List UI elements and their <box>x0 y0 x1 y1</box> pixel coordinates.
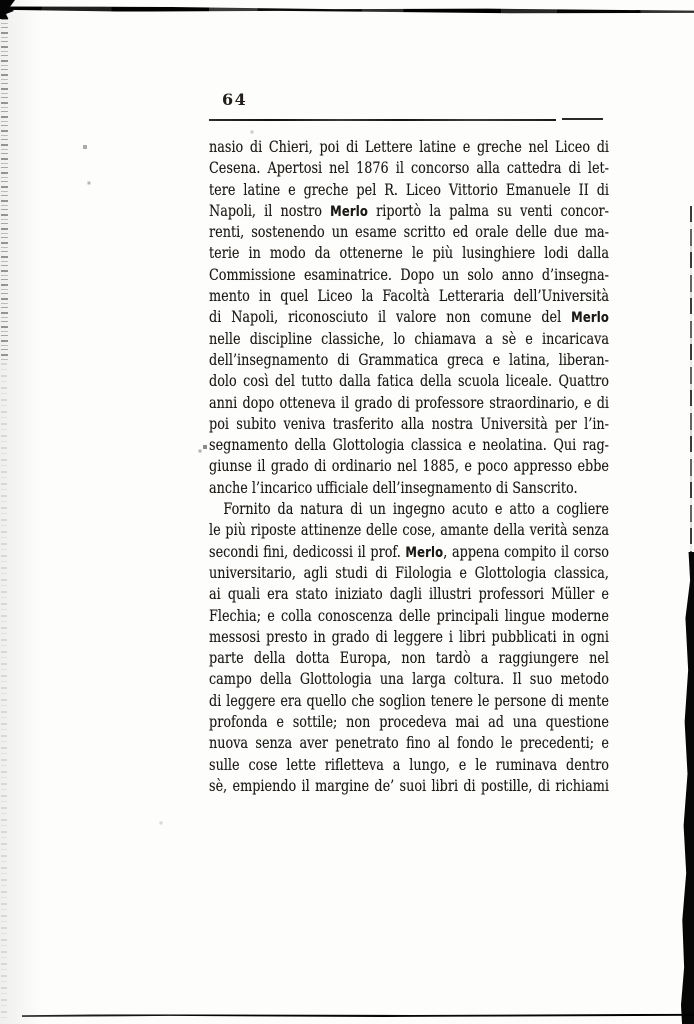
text-line <box>209 136 609 157</box>
bold-name: Merlo <box>330 203 369 220</box>
text-segment: secondi fini, dedicossi il prof. <box>209 541 406 561</box>
text-line <box>209 434 609 455</box>
text-segment: parte della dotta Europa, non tardò a raggiungere nel <box>209 648 609 668</box>
scan-artifact-top-edge <box>0 6 694 14</box>
text-line <box>209 498 609 519</box>
paragraph-2 <box>209 498 609 796</box>
text-line <box>209 179 609 200</box>
text-line <box>209 668 609 689</box>
text-line <box>209 626 609 647</box>
text-segment: di leggere era quello che soglion tenere le persone di mente <box>209 690 609 710</box>
text-line <box>209 732 609 753</box>
text-segment: Commissione esaminatrice. Dopo un solo anno d’insegna- <box>209 264 609 284</box>
text-segment: ai quali era stato iniziato dagli illustri professori Müller e <box>209 584 609 604</box>
text-line <box>209 647 609 668</box>
text-line <box>209 200 609 221</box>
header-rule-main <box>209 119 556 121</box>
text-segment: di Napoli, riconosciuto il valore non comune del <box>209 307 572 327</box>
text-line <box>209 583 609 604</box>
text-line <box>209 413 609 434</box>
text-segment: tere latine e greche pel R. Liceo Vittorio Emanuele II di <box>209 179 609 199</box>
text-line <box>209 242 609 263</box>
text-segment: Fornito da natura di un ingegno acuto e atto a cogliere <box>223 499 609 519</box>
body-text-block <box>209 136 609 796</box>
text-segment: Cesena. Apertosi nel 1876 il concorso alla cattedra di let- <box>209 158 609 178</box>
scan-artifact-right-edge-strip <box>681 552 694 1024</box>
text-line <box>209 754 609 775</box>
bold-name: Merlo <box>405 544 444 561</box>
text-line <box>209 221 609 242</box>
text-segment: terie in modo da ottenerne le più lusinghiere lodi dalla <box>209 243 609 263</box>
text-line <box>209 455 609 476</box>
text-segment: anni dopo otteneva il grado di professore straordinario, e di <box>209 392 609 412</box>
scan-artifact-specks <box>0 0 2 2</box>
text-segment: sulle cose lette rifletteva a lungo, e le ruminava dentro <box>209 754 609 774</box>
text-segment: Flechia; e colla conoscenza delle principali lingue moderne <box>209 605 609 625</box>
text-line <box>209 285 609 306</box>
text-segment: profonda e sottile; non procedeva mai ad una questione <box>209 712 609 732</box>
text-segment: sè, empiendo il margine de’ suoi libri di postille, di richiami <box>209 775 609 795</box>
text-segment: Napoli, il nostro <box>209 200 331 220</box>
text-segment: nuova senza aver penetrato fino al fondo le precedenti; e <box>209 733 609 753</box>
text-segment: poi subito veniva trasferito alla nostra Università per l’in- <box>209 413 609 433</box>
scan-artifact-right-edge-line <box>690 206 692 554</box>
bold-name: Merlo <box>571 310 609 327</box>
text-line <box>209 370 609 391</box>
text-line <box>209 690 609 711</box>
text-line <box>209 264 609 285</box>
text-segment: anche l’incarico ufficiale dell’insegnamento di Sanscrito. <box>209 477 578 497</box>
text-line <box>209 605 609 626</box>
page-number: 64 <box>222 90 248 109</box>
text-segment: nelle discipline classiche, lo chiamava a sè e incaricava <box>209 328 609 348</box>
text-segment: messosi presto in grado di leggere i libri pubblicati in ogni <box>209 626 609 646</box>
text-line <box>209 562 609 583</box>
text-segment: riportò la palma su venti concor- <box>368 200 609 220</box>
scan-artifact-left-binding-noise <box>1 18 8 363</box>
text-segment: , appena compito il corso <box>443 541 609 561</box>
text-segment: nasio di Chieri, poi di Lettere latine e greche nel Liceo di <box>209 137 609 156</box>
text-segment: campo della Glottologia una larga coltura. Il suo metodo <box>209 669 609 689</box>
text-segment: renti, sostenendo un esame scritto ed orale delle due ma- <box>209 222 609 242</box>
scan-artifact-left-binding-noise-faint <box>1 363 7 1018</box>
scan-artifact-bottom-edge <box>22 1014 694 1018</box>
text-segment: le più riposte attinenze delle cose, amante della verità senza <box>209 520 609 540</box>
text-segment: universitario, agli studi di Filologia e Glottologia classica, <box>209 562 609 582</box>
text-segment: dolo così del tutto dalla fatica della scuola liceale. Quattro <box>209 371 609 391</box>
text-line <box>209 328 609 349</box>
paragraph-1 <box>209 136 609 498</box>
text-line <box>209 519 609 540</box>
text-line <box>209 775 609 796</box>
text-segment: segnamento della Glottologia classica e neolatina. Qui rag- <box>209 435 609 455</box>
text-line <box>209 711 609 732</box>
text-line <box>209 477 609 498</box>
text-segment: mento in quel Liceo la Facoltà Letteraria dell’Università <box>209 286 609 306</box>
text-segment: giunse il grado di ordinario nel 1885, e poco appresso ebbe <box>209 456 609 476</box>
text-line <box>209 541 609 562</box>
text-segment: dell’insegnamento di Grammatica greca e latina, liberan- <box>209 349 609 369</box>
header-rule-end-dash <box>562 118 603 120</box>
text-line <box>209 392 609 413</box>
text-line <box>209 306 609 327</box>
text-line <box>209 157 609 178</box>
text-line <box>209 349 609 370</box>
